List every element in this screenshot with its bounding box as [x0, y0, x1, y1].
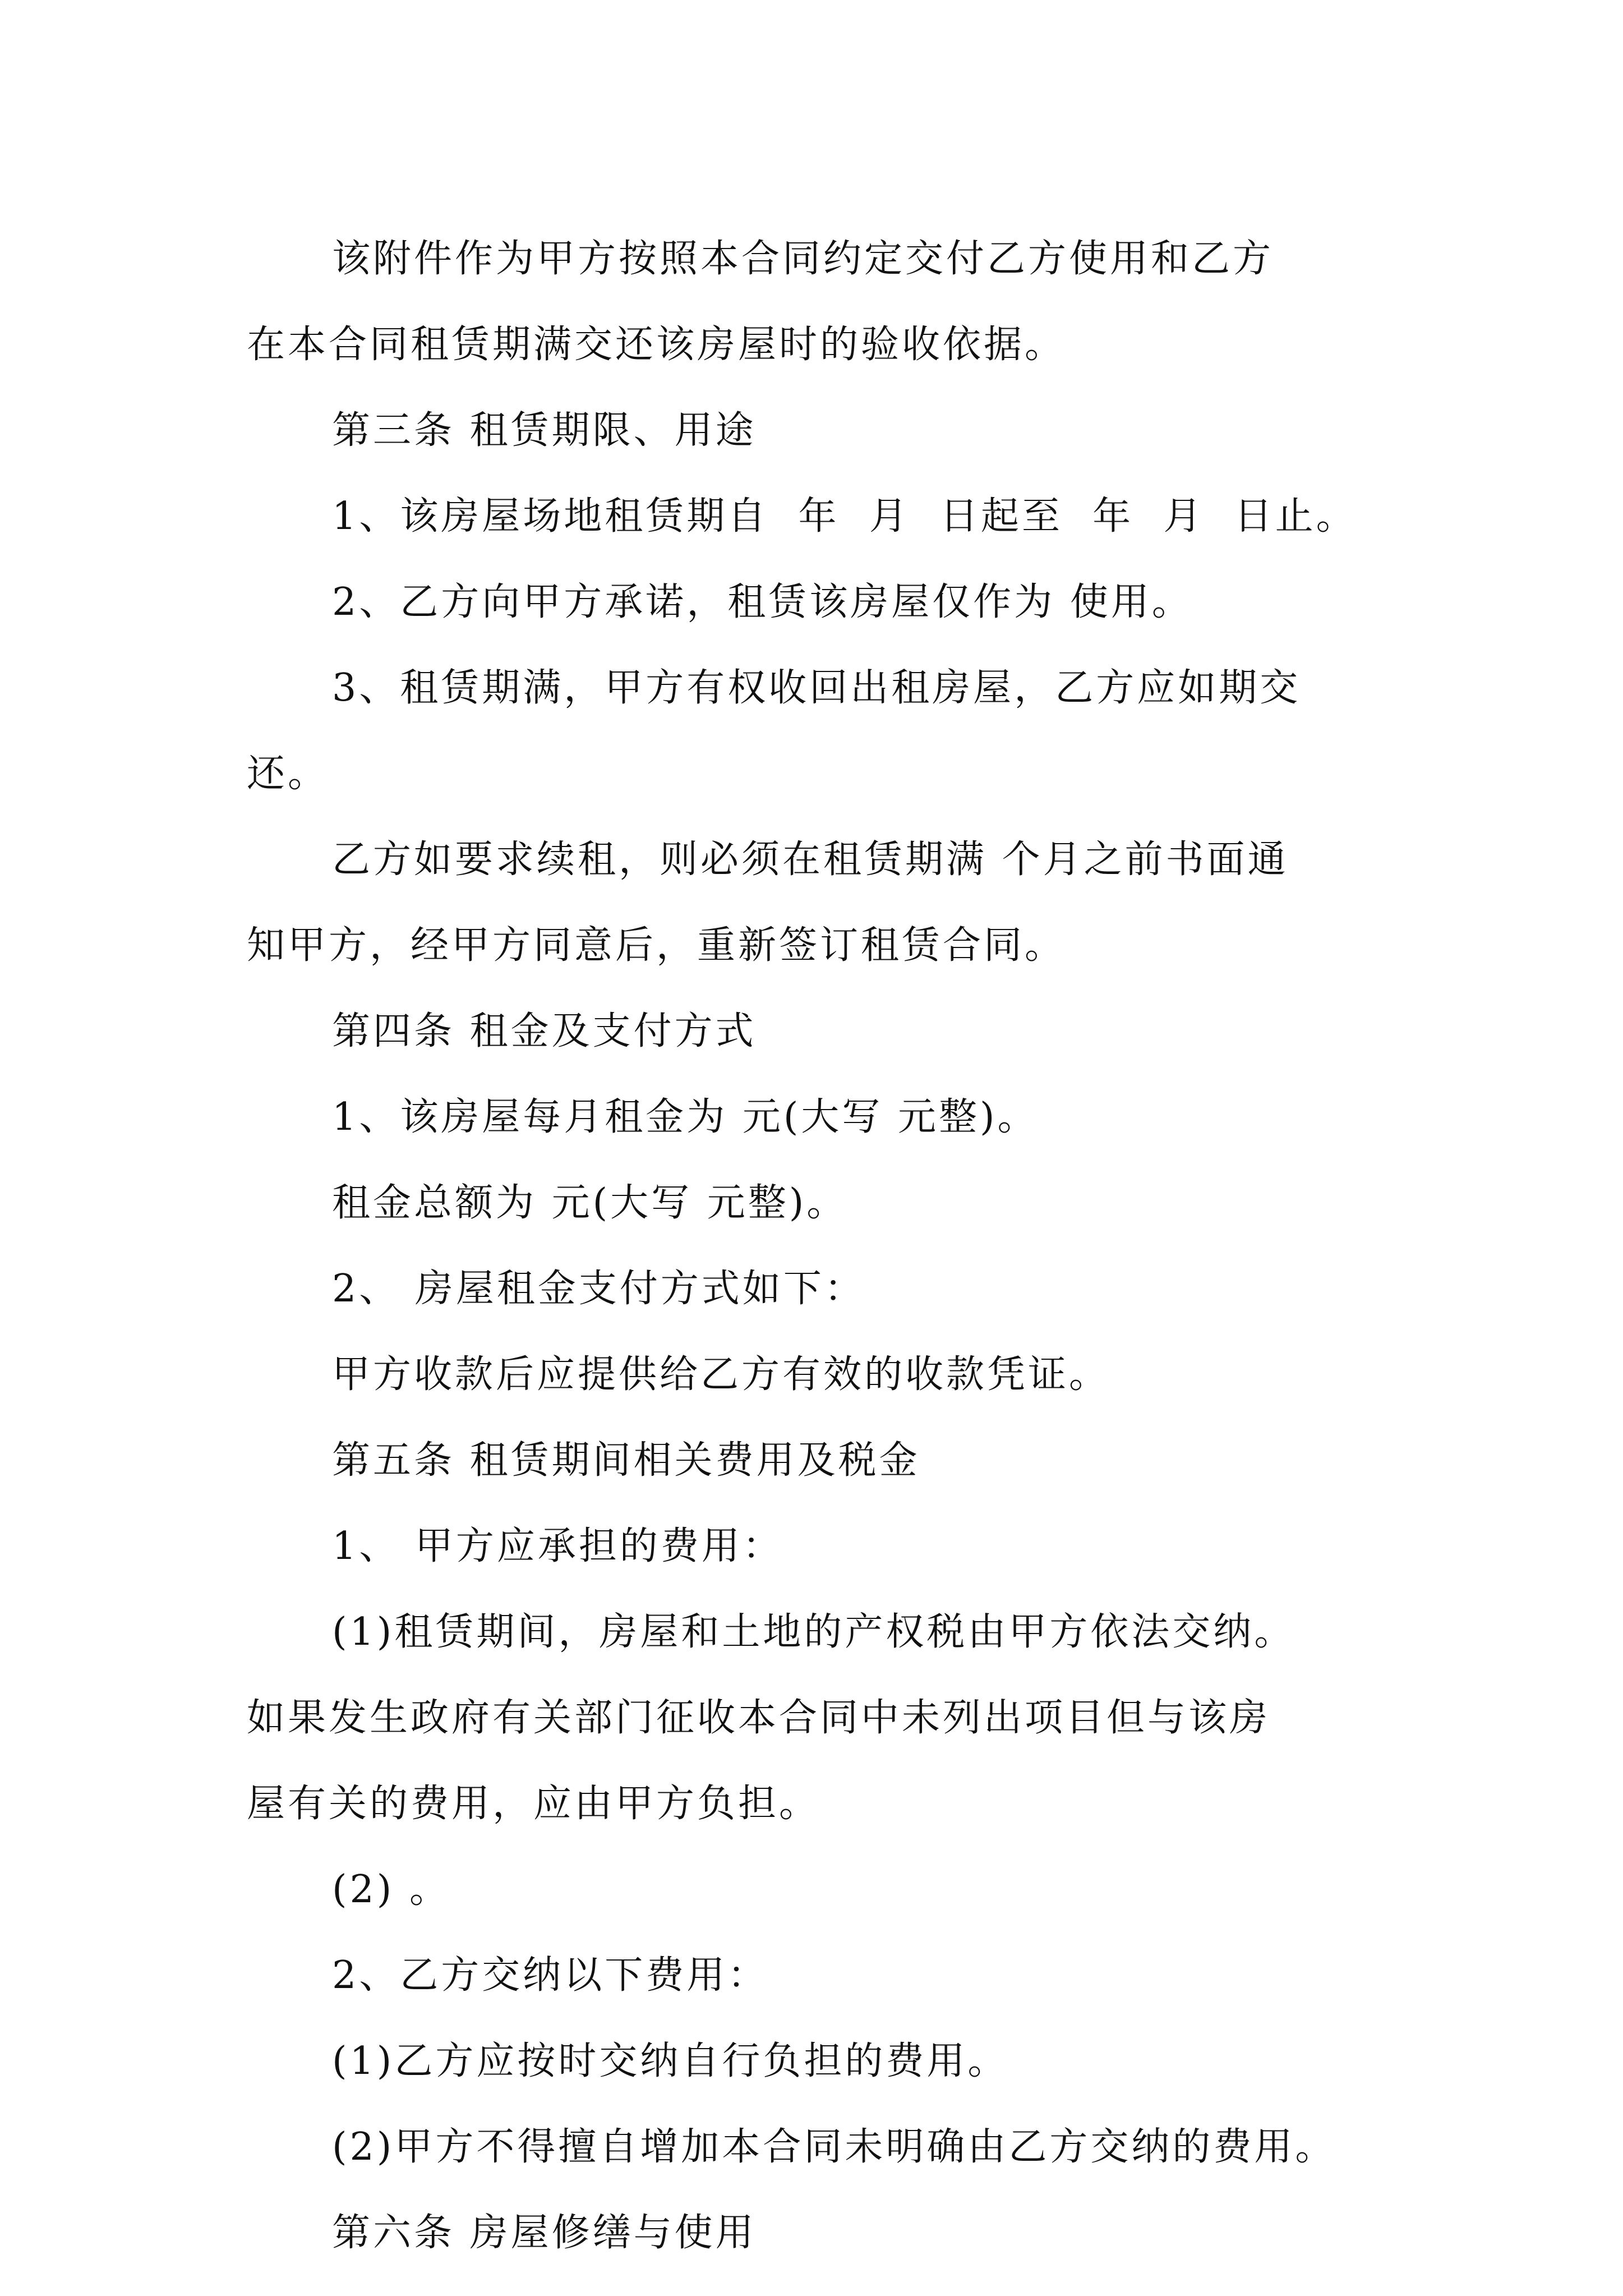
text-line: (1)乙方应按时交纳自行负担的费用。 [332, 2039, 1009, 2083]
text-line: 在本合同租赁期满交还该房屋时的验收依据。 [247, 323, 1066, 367]
text-line: 还。 [247, 752, 329, 796]
section-heading: 第四条 租金及支付方式 [332, 1009, 757, 1053]
text-line: 1、该房屋每月租金为 元(大写 元整)。 [332, 1095, 1039, 1139]
section-heading: 第三条 租赁期限、用途 [332, 408, 757, 453]
contract-text [247, 216, 1391, 2276]
text-line: 乙方如要求续租，则必须在租赁期满 个月之前书面通 [332, 838, 1289, 882]
text-line: 3、租赁期满，甲方有权收回出租房屋，乙方应如期交 [332, 666, 1301, 710]
text-line: 该附件作为甲方按照本合同约定交付乙方使用和乙方 [332, 237, 1274, 281]
text-line: 2、乙方向甲方承诺，租赁该房屋仅作为 使用。 [332, 580, 1193, 624]
text-line: 2、 房屋租金支付方式如下： [332, 1267, 865, 1311]
text-line: 屋有关的费用，应由甲方负担。 [247, 1782, 820, 1826]
text-line: 1、 甲方应承担的费用： [332, 1524, 783, 1568]
text-line: 租金总额为 元(大写 元整)。 [332, 1181, 848, 1225]
text-line: (2) 。 [332, 1867, 450, 1912]
text-line: 1、该房屋场地租赁期自 年 月 日起至 年 月 日止。 [332, 494, 1357, 539]
text-line: 知甲方，经甲方同意后，重新签订租赁合同。 [247, 923, 1066, 968]
text-line: 2、乙方交纳以下费用： [332, 1953, 769, 1998]
text-line: 如果发生政府有关部门征收本合同中未列出项目但与该房 [247, 1696, 1271, 1740]
section-heading: 第六条 房屋修缮与使用 [332, 2211, 757, 2255]
text-line: (2)甲方不得擅自增加本合同未明确由乙方交纳的费用。 [332, 2125, 1336, 2169]
section-heading: 第五条 租赁期间相关费用及税金 [332, 1438, 920, 1483]
text-line: (1)租赁期间，房屋和土地的产权税由甲方依法交纳。 [332, 1610, 1295, 1654]
text-line: 甲方收款后应提供给乙方有效的收款凭证。 [332, 1352, 1110, 1397]
